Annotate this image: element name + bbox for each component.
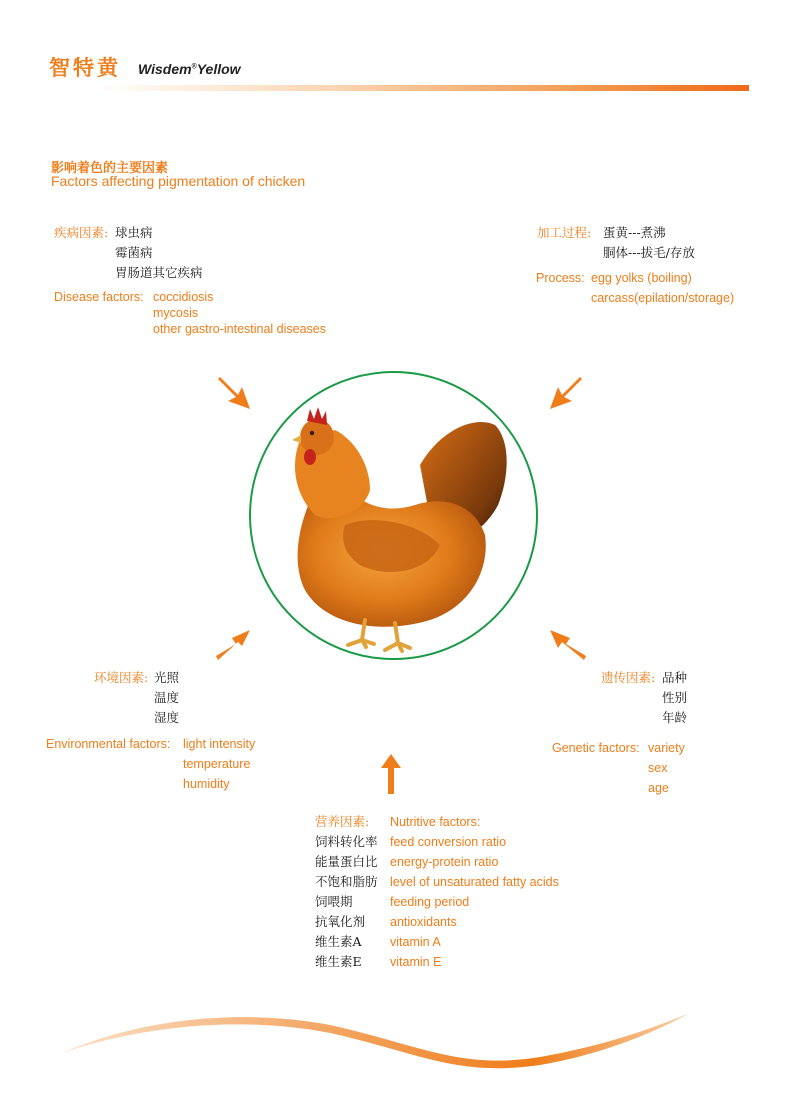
nutritive-label-en: Nutritive factors:: [390, 815, 481, 829]
chicken-leg: [385, 623, 410, 651]
nutritive-item-en: feeding period: [390, 895, 470, 909]
disease-item-en: other gastro-intestinal diseases: [153, 322, 327, 336]
environment-list-en: [183, 734, 255, 794]
environment-item-cn: 光照: [154, 670, 180, 685]
genetic-list-cn: [662, 668, 687, 728]
nutritive-item-cn: 饲喂期: [315, 894, 353, 909]
registered-mark: ®: [191, 63, 197, 71]
swoosh-decoration: [0, 995, 794, 1085]
environment-item-cn: 湿度: [154, 710, 180, 725]
arrow-icon: [548, 626, 590, 662]
chicken-beak: [292, 435, 301, 443]
brand-name-en-part2: Yellow: [196, 61, 241, 77]
genetic-item-cn: 性别: [662, 690, 688, 705]
nutritive-list-cn: [315, 832, 378, 972]
genetic-item-en: variety: [648, 741, 685, 755]
nutritive-list-en: [390, 832, 559, 972]
environment-item-en: humidity: [183, 777, 230, 791]
chicken-head: [300, 419, 334, 455]
genetic-label-cn: 遗传因素:: [601, 670, 656, 685]
environment-label-cn: 环境因素:: [94, 670, 149, 685]
section-title-en: Factors affecting pigmentation of chicken: [51, 173, 306, 189]
genetic-item-cn: 品种: [662, 670, 688, 685]
environment-item-en: temperature: [183, 757, 251, 771]
genetic-item-cn: 年龄: [662, 710, 688, 725]
disease-item-cn: 球虫病: [115, 225, 153, 240]
process-item-cn: 蛋黄---煮沸: [603, 225, 666, 240]
nutritive-item-cn: 饲料转化率: [315, 834, 378, 849]
nutritive-item-cn: 能量蛋白比: [315, 854, 378, 869]
genetic-item-en: sex: [648, 761, 668, 775]
genetic-item-en: age: [648, 781, 669, 795]
chicken-wattle: [304, 449, 316, 465]
nutritive-item-cn: 维生素A: [315, 934, 362, 949]
environment-item-cn: 温度: [154, 690, 180, 705]
environment-label-en: Environmental factors:: [46, 737, 171, 751]
nutritive-label-cn: 营养因素:: [315, 814, 370, 829]
genetic-label-en: Genetic factors:: [552, 741, 640, 755]
disease-label-en: Disease factors:: [54, 290, 144, 304]
disease-item-cn: 霉菌病: [115, 245, 153, 260]
disease-list-en: [153, 289, 326, 337]
genetic-list-en: [648, 738, 685, 798]
brand-name-en: [138, 61, 241, 77]
brand-name-cn: 智特黄: [49, 56, 121, 80]
brand-name-en-part1: Wisdem: [138, 61, 192, 77]
nutritive-item-cn: 不饱和脂肪: [315, 874, 378, 889]
arrow-icon: [214, 373, 254, 413]
process-list-cn: [603, 223, 695, 263]
nutritive-item-cn: 抗氧化剂: [315, 914, 366, 929]
disease-list-cn: [115, 223, 203, 283]
nutritive-item-en: antioxidants: [390, 915, 457, 929]
environment-list-cn: [154, 668, 179, 728]
section-title-cn: 影响着色的主要因素: [51, 161, 169, 176]
process-item-cn: 胴体---拔毛/存放: [603, 245, 695, 260]
header-rule: [96, 85, 749, 91]
chicken-illustration: [270, 395, 520, 660]
process-label-en: Process:: [536, 271, 585, 285]
process-item-en: carcass(epilation/storage): [591, 291, 735, 305]
disease-item-cn: 胃肠道其它疾病: [115, 265, 203, 280]
disease-item-en: mycosis: [153, 306, 199, 320]
environment-item-en: light intensity: [183, 737, 256, 751]
nutritive-item-en: level of unsaturated fatty acids: [390, 875, 559, 889]
process-item-en: egg yolks (boiling): [591, 271, 692, 285]
arrow-icon: [546, 373, 586, 413]
disease-item-en: coccidiosis: [153, 290, 214, 304]
process-label-cn: 加工过程:: [537, 225, 592, 240]
nutritive-item-en: feed conversion ratio: [390, 835, 507, 849]
nutritive-item-en: energy-protein ratio: [390, 855, 499, 869]
process-list-en: [591, 268, 734, 308]
arrow-icon: [212, 626, 252, 662]
nutritive-item-cn: 维生素E: [315, 954, 362, 969]
nutritive-item-en: vitamin A: [390, 935, 441, 949]
nutritive-item-en: vitamin E: [390, 955, 442, 969]
arrow-icon: [380, 752, 402, 796]
disease-label-cn: 疾病因素:: [54, 225, 109, 240]
chicken-eye: [310, 431, 314, 435]
